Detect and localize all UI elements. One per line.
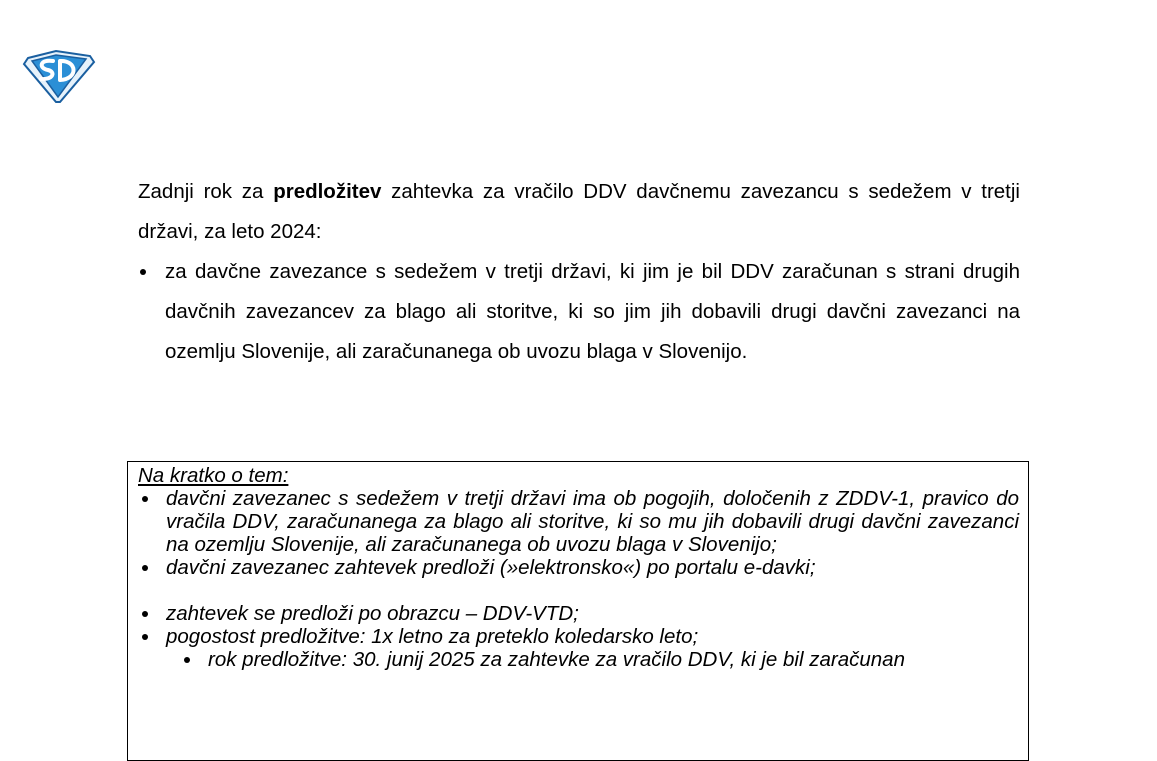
intro-bold-term: predložitev [273,180,382,203]
intro-section [138,172,1020,372]
summary-box [127,461,1029,761]
intro-paragraph: Zadnji rok za predložitev zahtevka za vračilo DDV davčnemu zavezancu s sedežem v tretji državi, za leto 2024: [138,180,1020,243]
summary-item: davčni zavezanec s sedežem v tretji državi ima ob pogojih, določenih z ZDDV-1, pravico do vračila DDV, zaračunanega za blago ali storitve, ki so mu jih dobavili drugi davčni zavezanci na ozemlju Slovenije, ali zaračunanega ob uvozu blaga v Slovenijo; [138,487,1019,556]
summary-sub-item: rok predložitve: 30. junij 2025 za zahtevke za vračilo DDV, ki je bil zaračunan [138,648,1019,671]
summary-item: pogostost predložitve: 1x letno za preteklo koledarsko leto; [138,625,1019,648]
sd-logo-icon [22,48,96,104]
summary-title: Na kratko o tem: [138,464,289,487]
summary-item: zahtevek se predloži po obrazcu – DDV-VTD; [138,602,1019,625]
sd-logo [22,48,96,104]
summary-item: davčni zavezanec zahtevek predloži (»elektronsko«) po portalu e-davki; [138,556,1019,579]
intro-bullet-list [138,252,1020,372]
intro-bullet: za davčne zavezance s sedežem v tretji državi, ki jim je bil DDV zaračunan s strani drugih davčnih zavezancev za blago ali storitve, ki so jim jih dobavili drugi davčni zavezanci na ozemlju Slovenije, ali zaračunanega ob uvozu blaga v Slovenijo. [138,252,1020,372]
summary-list [138,487,1019,671]
